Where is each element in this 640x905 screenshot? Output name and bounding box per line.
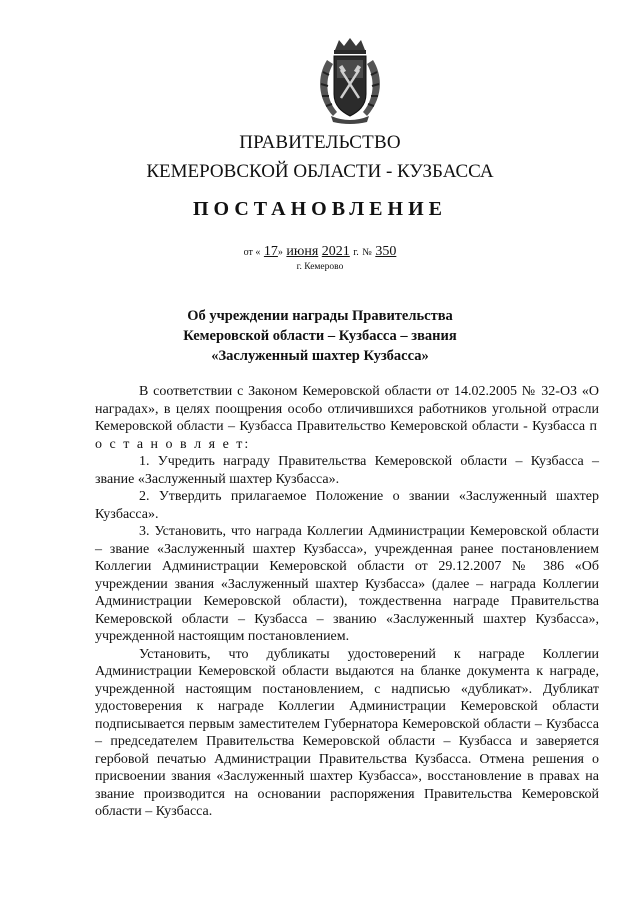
title-line3: «Заслуженный шахтер Кузбасса» <box>211 348 429 364</box>
title-line2: Кемеровской области – Кузбасса – звания <box>183 328 457 344</box>
date-year-suffix: г. <box>353 247 359 258</box>
item-3-continuation-paragraph: Установить, что дубликаты удостоверений к награде Коллегии Администрации Кемеровской области выдаются на бланке документа к награде, учрежденной настоящим постановлением, с надписью «дубликат». Дубликат удостоверения к награде Коллегии Администрации Кемеровской области подписывается первым заместителем Губернатора Кемеровской области – Кузбасса – председателем Правительства Кемеровской области – Кузбасса и заверяется гербовой печатью Администрации Правительства Кузбасса. Отмена решения о присвоении звания «Заслуженный шахтер Кузбасса», восстановление в правах на звание производится на основании распоряжения Правительства Кемеровской области – Кузбасса. <box>95 646 599 819</box>
item-1-paragraph: 1. Учредить награду Правительства Кемеровской области – Кузбасса – звание «Заслуженный шахтер Кузбасса». <box>95 454 599 487</box>
document-title <box>0 306 640 366</box>
date-day: 17 <box>263 244 278 259</box>
document-dateline <box>0 243 640 262</box>
preamble-paragraph <box>95 383 599 453</box>
preamble-text: В соответствии с Законом Кемеровской области от 14.02.2005 № 32-ОЗ «О наградах», в целях поощрения особо отличившихся работников угольной отрасли Кемеровской области – Кузбасса Правительство Кемеровской области - Кузбасса <box>95 384 599 434</box>
document-body <box>95 383 599 821</box>
document-number: 350 <box>375 244 397 259</box>
organization-name-line1: ПРАВИТЕЛЬСТВО <box>239 132 401 153</box>
item-3-paragraph: 3. Установить, что награда Коллегии Администрации Кемеровской области – звание «Заслуженный шахтер Кузбасса», учрежденная ранее постановлением Коллегии Администрации Кемеровской области от 29.12.2007 № 386 «Об учреждении звания «Заслуженный шахтер Кузбасса» (далее – награда Коллегии Администрации Кемеровской области), тождественна награде Правительства Кемеровской области – Кузбасса – званию «Заслуженный шахтер Кузбасса», учрежденной настоящим постановлением. <box>95 524 599 644</box>
title-line1: Об учреждении награды Правительства <box>187 308 453 324</box>
document-city: г. Кемерово <box>296 262 344 272</box>
date-year: 2021 <box>321 244 350 259</box>
date-from-label: от « <box>243 247 261 258</box>
coat-of-arms-emblem-icon <box>313 36 387 124</box>
item-2-paragraph: 2. Утвердить прилагаемое Положение о звании «Заслуженный шахтер Кузбасса». <box>95 489 599 522</box>
date-month: июня <box>286 244 319 259</box>
decree-word: п о с т а н о в л я е т: <box>95 419 600 452</box>
document-type-heading: ПОСТАНОВЛЕНИЕ <box>193 198 447 220</box>
date-quote-close: » <box>277 247 283 258</box>
organization-name-line2: КЕМЕРОВСКОЙ ОБЛАСТИ - КУЗБАССА <box>146 161 494 182</box>
number-sign: № <box>362 247 372 258</box>
